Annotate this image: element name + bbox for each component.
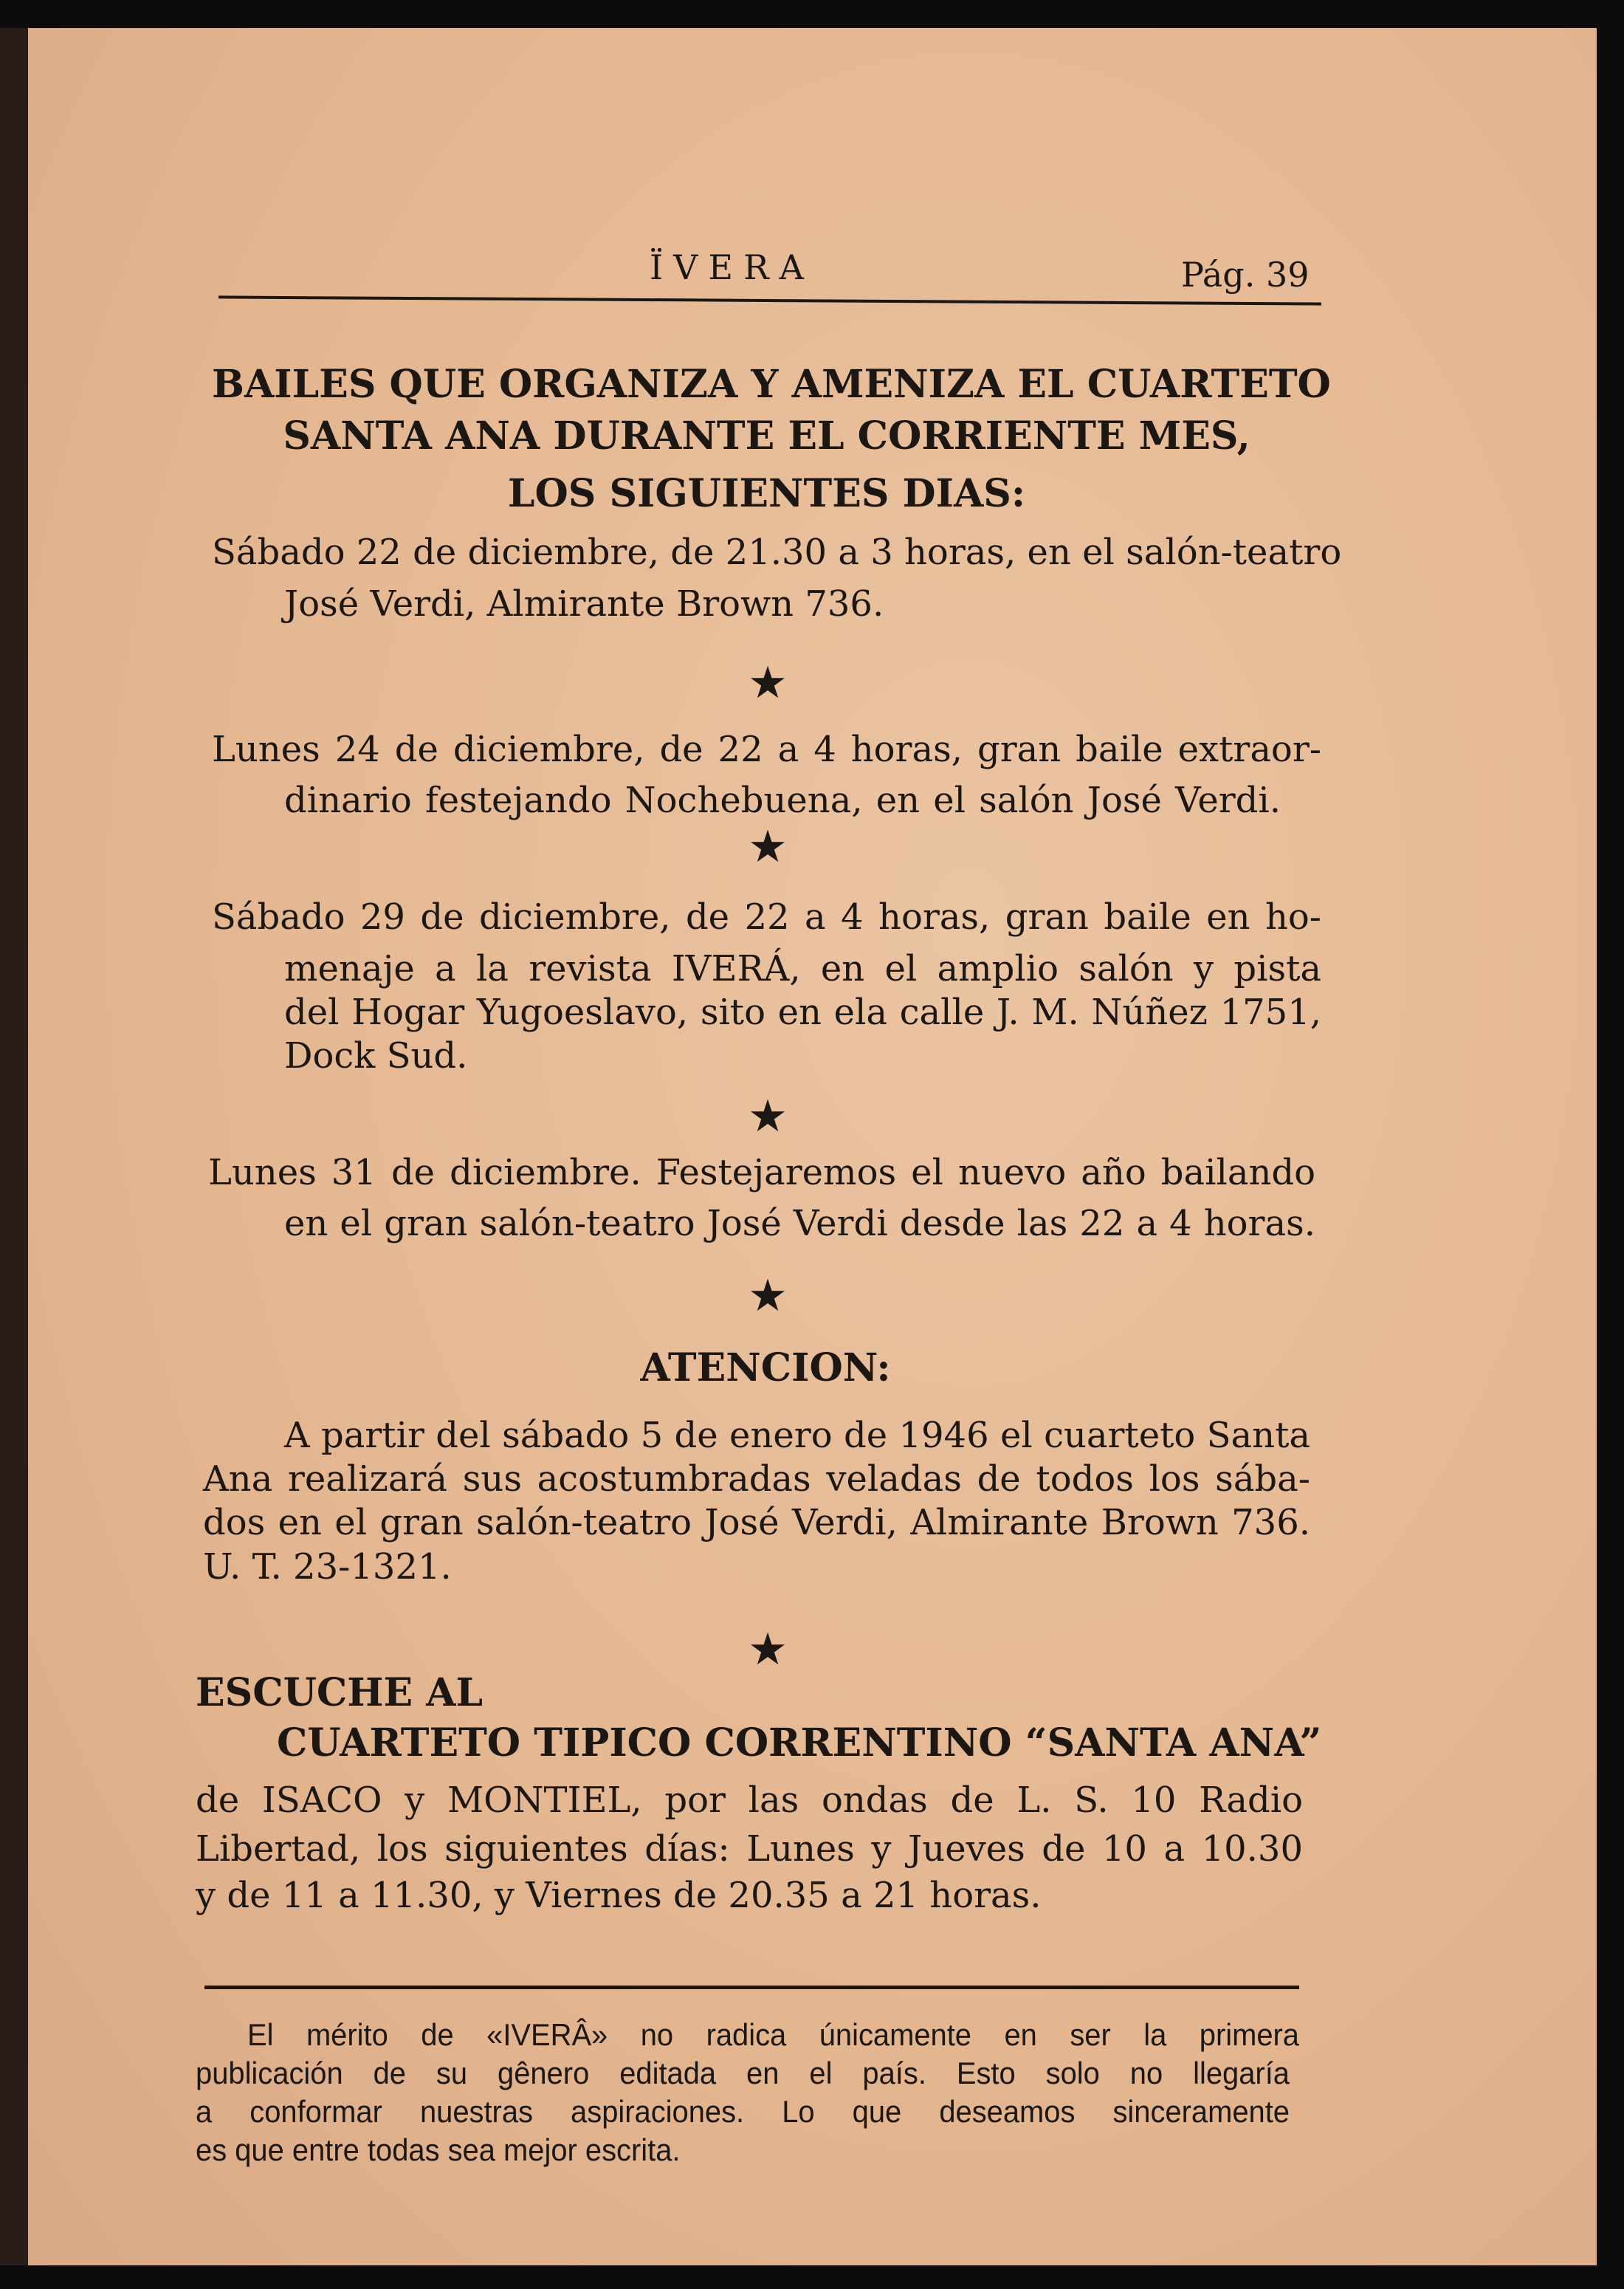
event-line: dinario festejando Nochebuena, en el salón José Verdi. [284,780,1281,821]
atencion-line: Ana realizará sus acostumbradas veladas de todos los sába- [203,1458,1310,1500]
heading-line: SANTA ANA DURANTE EL CORRIENTE MES, [283,413,1250,459]
book-spine [0,28,28,2265]
escuche-line: y de 11 a 11.30, y Viernes de 20.35 a 21 horas. [196,1875,1042,1916]
escuche-line: Libertad, los siguientes días: Lunes y Jueves de 10 a 10.30 [196,1828,1303,1870]
event-line: Dock Sud. [284,1035,468,1077]
event-line: Sábado 29 de diciembre, de 22 a 4 horas, gran baile en ho- [212,896,1321,938]
footer-line: publicación de su gênero editada en el país. Esto solo no llegaría [196,2056,1290,2090]
atencion-line: A partir del sábado 5 de enero de 1946 el cuarteto Santa [284,1415,1310,1456]
star-icon: ★ [748,1624,788,1675]
star-icon: ★ [748,657,788,709]
footer-line: El mérito de «IVERÂ» no radica únicamente en ser la primera [247,2017,1299,2052]
heading-line: BAILES QUE ORGANIZA Y AMENIZA EL CUARTETO [212,362,1331,407]
event-line: menaje a la revista IVERÁ, en el amplio salón y pista [284,948,1321,989]
event-line: Lunes 31 de diciembre. Festejaremos el nuevo año bailando [208,1152,1315,1193]
event-line: José Verdi, Almirante Brown 736. [284,583,884,625]
footer-line: a conformar nuestras aspiraciones. Lo que deseamos sinceramente [196,2094,1290,2129]
star-icon: ★ [748,1091,788,1142]
event-line: del Hogar Yugoeslavo, sito en ela calle J. M. Núñez 1751, [284,992,1321,1033]
escuche-subtitle: CUARTETO TIPICO CORRENTINO “SANTA ANA” [277,1720,1322,1765]
escuche-line: de ISACO y MONTIEL, por las ondas de L. S. 10 Radio [196,1780,1303,1821]
footer-line: es que entre todas sea mejor escrita. [196,2132,681,2167]
star-icon: ★ [748,1270,788,1322]
atencion-line: U. T. 23-1321. [203,1546,452,1588]
heading-line: LOS SIGUIENTES DIAS: [507,471,1026,516]
event-line: en el gran salón-teatro José Verdi desde las 22 a 4 horas. [284,1203,1315,1244]
page-number: Pág. 39 [1181,255,1310,295]
atencion-title: ATENCION: [640,1345,891,1390]
atencion-line: dos en el gran salón-teatro José Verdi, Almirante Brown 736. [203,1502,1310,1543]
event-line: Sábado 22 de diciembre, de 21.30 a 3 horas, en el salón-teatro [212,532,1342,573]
running-title: ÏVERA [650,247,814,287]
footer-rule [204,1986,1299,1989]
escuche-title: ESCUCHE AL [196,1670,484,1715]
event-line: Lunes 24 de diciembre, de 22 a 4 horas, gran baile extraor- [212,729,1321,770]
star-icon: ★ [748,821,788,873]
